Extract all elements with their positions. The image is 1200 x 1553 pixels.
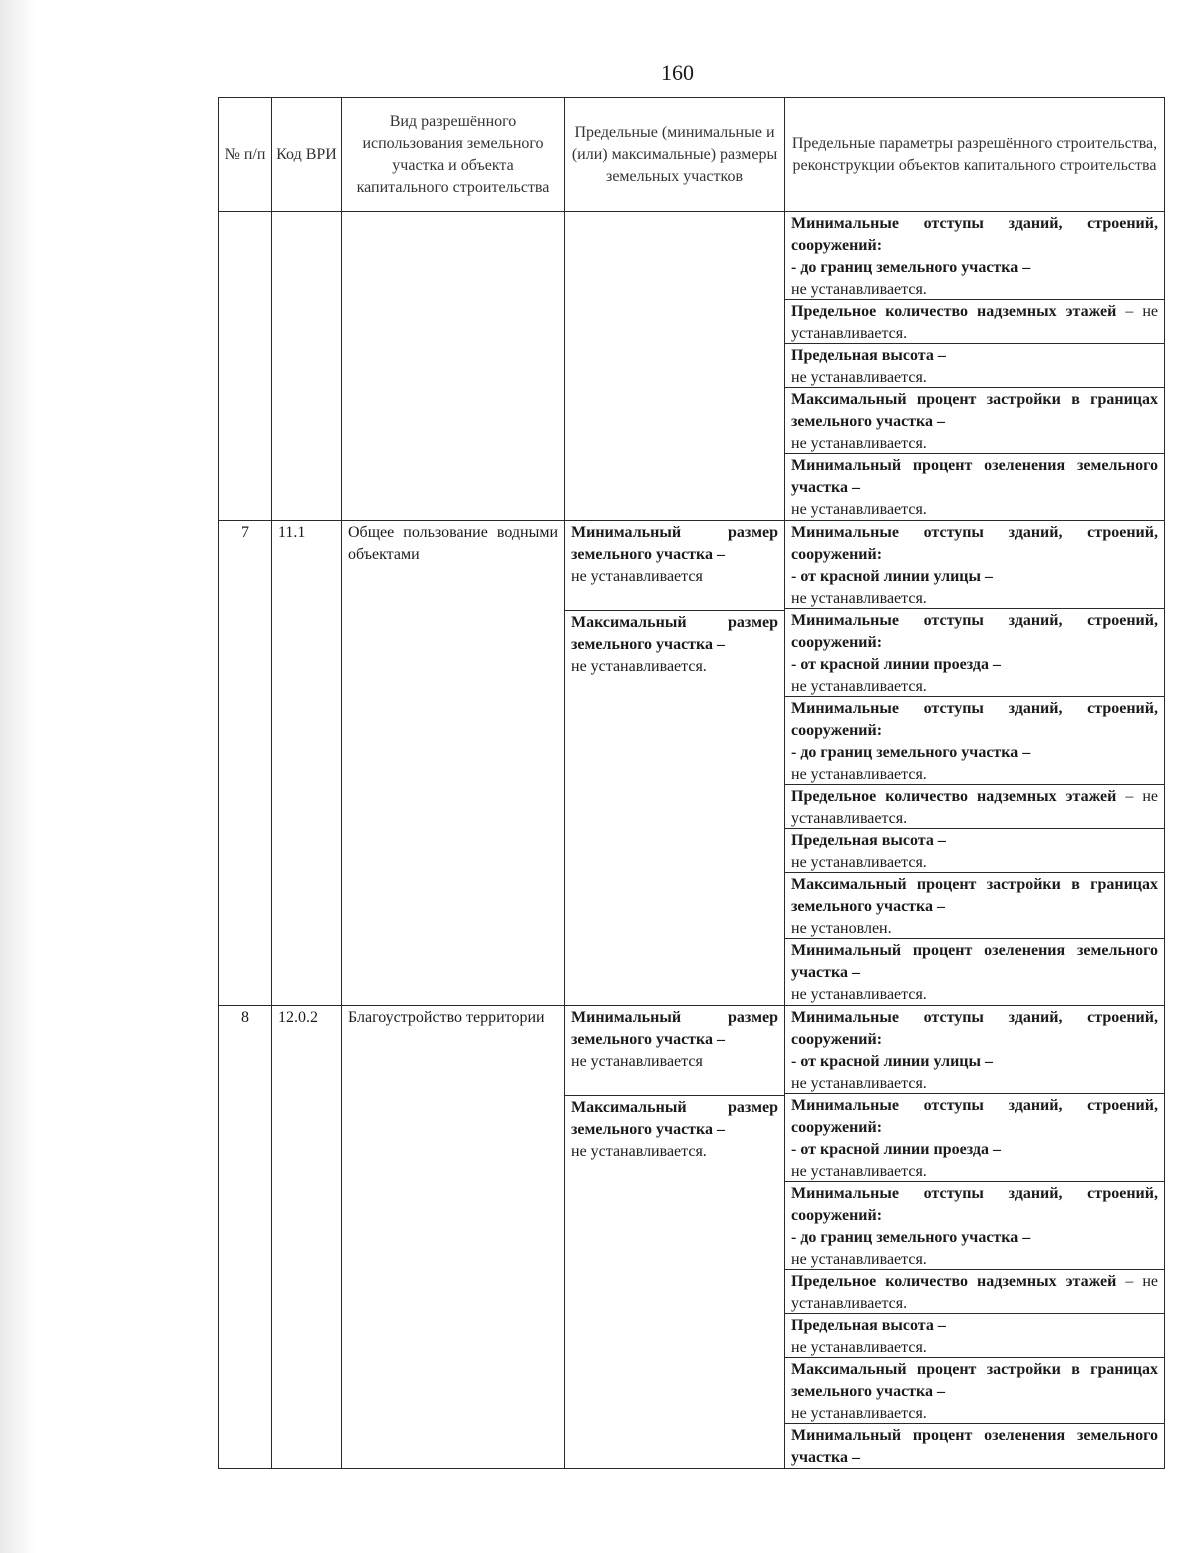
param-item: Минимальные отступы зданий, строений, сооружений: - от красной линии проезда – не устанавливается. [785, 609, 1164, 697]
param-item: Минимальный процент озеленения земельного участка – не устанавливается. [791, 457, 1158, 518]
size-item: Минимальный размер земельного участка – не устанавливается [565, 1006, 784, 1096]
cont-params [785, 212, 1165, 521]
row-kind: Общее пользование водными объектами [342, 521, 565, 1006]
param-item: Минимальный процент озеленения земельного участка – не устанавливается. [791, 942, 1158, 1003]
param-item: Минимальные отступы зданий, строений, сооружений: - от красной линии проезда – не устанавливается. [785, 1094, 1164, 1182]
param-item: Предельная высота – не устанавливается. [785, 1314, 1164, 1358]
table-row [219, 1006, 1165, 1469]
header-code: Код ВРИ [272, 98, 342, 212]
param-item: Минимальные отступы зданий, строений, сооружений: - от красной линии улицы – не устанавливается. [785, 1006, 1164, 1094]
header-kind: Вид разрешённого использования земельного участка и объекта капитального строительства [342, 98, 565, 212]
cont-code [272, 212, 342, 521]
scan-edge [0, 0, 36, 1553]
param-item: Минимальные отступы зданий, строений, сооружений: - до границ земельного участка – не устанавливается. [785, 1182, 1164, 1270]
row-sizes [565, 1006, 785, 1469]
row-params [785, 1006, 1165, 1469]
param-item: Предельное количество надземных этажей – не устанавливается. [785, 785, 1164, 829]
header-sizes: Предельные (минимальные и (или) максимальные) размеры земельных участков [565, 98, 785, 212]
size-item: Минимальный размер земельного участка – не устанавливается [565, 521, 784, 611]
continuation-row [219, 212, 1165, 521]
page-number: 160 [661, 60, 694, 85]
cont-num [219, 212, 272, 521]
regulations-table [218, 97, 1165, 1469]
param-item: Предельное количество надземных этажей – не устанавливается. [785, 1270, 1164, 1314]
param-item: Предельное количество надземных этажей – не устанавливается. [785, 300, 1164, 344]
cont-kind [342, 212, 565, 521]
param-item: Минимальные отступы зданий, строений, сооружений: - до границ земельного участка – не устанавливается. [785, 212, 1164, 300]
param-item: Максимальный процент застройки в границах земельного участка – не установлен. [785, 873, 1164, 939]
param-item: Минимальные отступы зданий, строений, сооружений: - до границ земельного участка – не устанавливается. [785, 697, 1164, 785]
row-code: 12.0.2 [272, 1006, 342, 1469]
header-row [219, 98, 1165, 212]
param-item: Предельная высота – не устанавливается. [785, 344, 1164, 388]
header-num: № п/п [219, 98, 272, 212]
row-sizes [565, 521, 785, 1006]
row-num: 8 [219, 1006, 272, 1469]
param-item: Предельная высота – не устанавливается. [785, 829, 1164, 873]
size-item: Максимальный размер земельного участка – не устанавливается. [571, 614, 778, 675]
row-kind: Благоустройство территории [342, 1006, 565, 1469]
param-item: Максимальный процент застройки в границах земельного участка – не устанавливается. [785, 1358, 1164, 1424]
table-row [219, 521, 1165, 1006]
param-item: Максимальный процент застройки в границах земельного участка – не устанавливается. [785, 388, 1164, 454]
param-item: Минимальные отступы зданий, строений, сооружений: - от красной линии улицы – не устанавливается. [785, 521, 1164, 609]
size-item: Максимальный размер земельного участка – не устанавливается. [571, 1099, 778, 1160]
row-code: 11.1 [272, 521, 342, 1006]
row-params [785, 521, 1165, 1006]
row-num: 7 [219, 521, 272, 1006]
param-item: Минимальный процент озеленения земельного участка – [791, 1427, 1158, 1466]
cont-sizes [565, 212, 785, 521]
header-params: Предельные параметры разрешённого строительства, реконструкции объектов капитального строительства [785, 98, 1165, 212]
